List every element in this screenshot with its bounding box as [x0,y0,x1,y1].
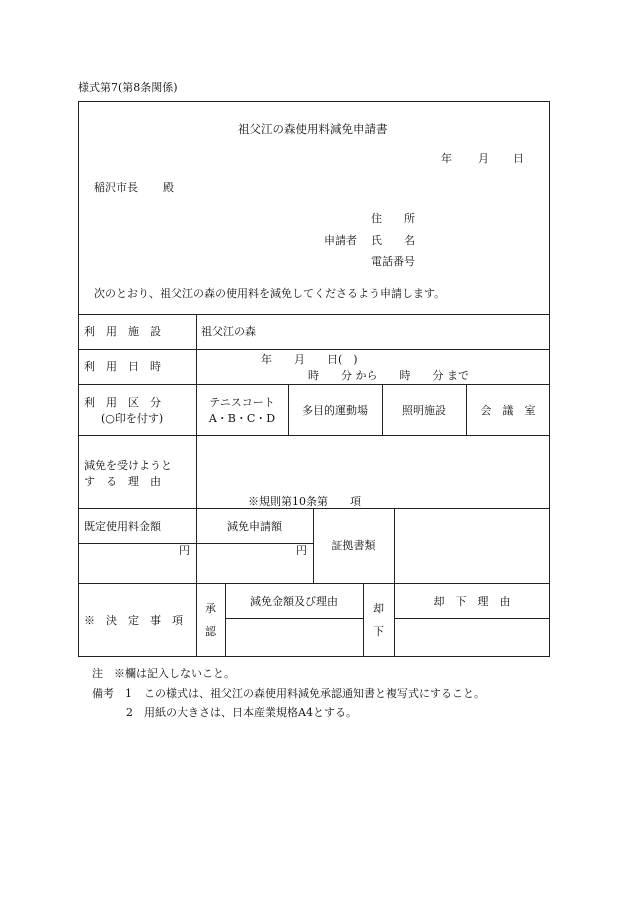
applicant-label: 申請者 [324,234,357,247]
fee-unit-yen: 円 [179,544,190,557]
reduction-amount-reason-label: 減免金額及び理由 [250,595,338,608]
evidence-docs-label: 証拠書類 [331,539,376,552]
fee-label: 既定使用料金額 [84,520,161,533]
rejection-reason-label: 却 下 理 由 [433,595,511,608]
reason-label-line2: す る 理 由 [84,475,161,488]
category-meeting: 会 議 室 [480,404,536,417]
request-statement: 次のとおり、祖父江の森の使用料を減免してくださるよう申請します。 [94,287,446,300]
facility-label: 利 用 施 設 [84,325,161,338]
decision-label: ※ 決 定 事 項 [84,614,183,627]
datetime-time-line: 時 分 から 時 分 まで [308,369,469,382]
remark-1-prefix: 備考 1 [92,687,132,700]
datetime-label: 利 用 日 時 [84,360,161,373]
reduced-amount-label: 減免申請額 [227,520,282,533]
reason-label-line1: 減免を受けようと [84,459,172,472]
form-number: 様式第7(第8条関係) [78,81,178,94]
reduced-unit-yen: 円 [296,544,307,557]
category-tennis: テニスコート [209,396,275,409]
addressee-honorific: 殿 [163,181,174,194]
reason-note: ※規則第10条第 項 [248,495,361,508]
category-lighting: 照明施設 [402,404,446,417]
applicant-address-label: 住 所 [371,212,415,225]
note-line: 注 ※欄は記入しないこと。 [92,667,235,680]
remark-2: 用紙の大きさは、日本産業規格A4とする。 [144,706,357,719]
addressee-name: 稲沢市長 [94,181,138,194]
date-month-label: 月 [478,152,489,165]
form-title: 祖父江の森使用料減免申請書 [238,122,388,136]
category-tennis-courts: A・B・C・D [208,412,276,425]
date-day-label: 日 [513,152,524,165]
reject-char-2: 下 [373,625,384,638]
remark-2-prefix: 2 [126,706,133,719]
category-hall: 多目的運動場 [302,404,368,417]
category-sublabel: (○印を付す) [101,412,164,425]
applicant-phone-label: 電話番号 [371,255,415,268]
applicant-name-label: 氏 名 [371,234,415,247]
category-label: 利 用 区 分 [84,396,161,409]
approve-char-1: 承 [205,602,216,615]
date-year-label: 年 [441,152,452,165]
reject-char-1: 却 [373,602,384,615]
datetime-date-line: 年 月 日( ) [261,353,358,366]
facility-value: 祖父江の森 [201,325,256,338]
remark-1: この様式は、祖父江の森使用料減免承認通知書と複写式にすること。 [144,687,485,700]
approve-char-2: 認 [205,625,216,638]
